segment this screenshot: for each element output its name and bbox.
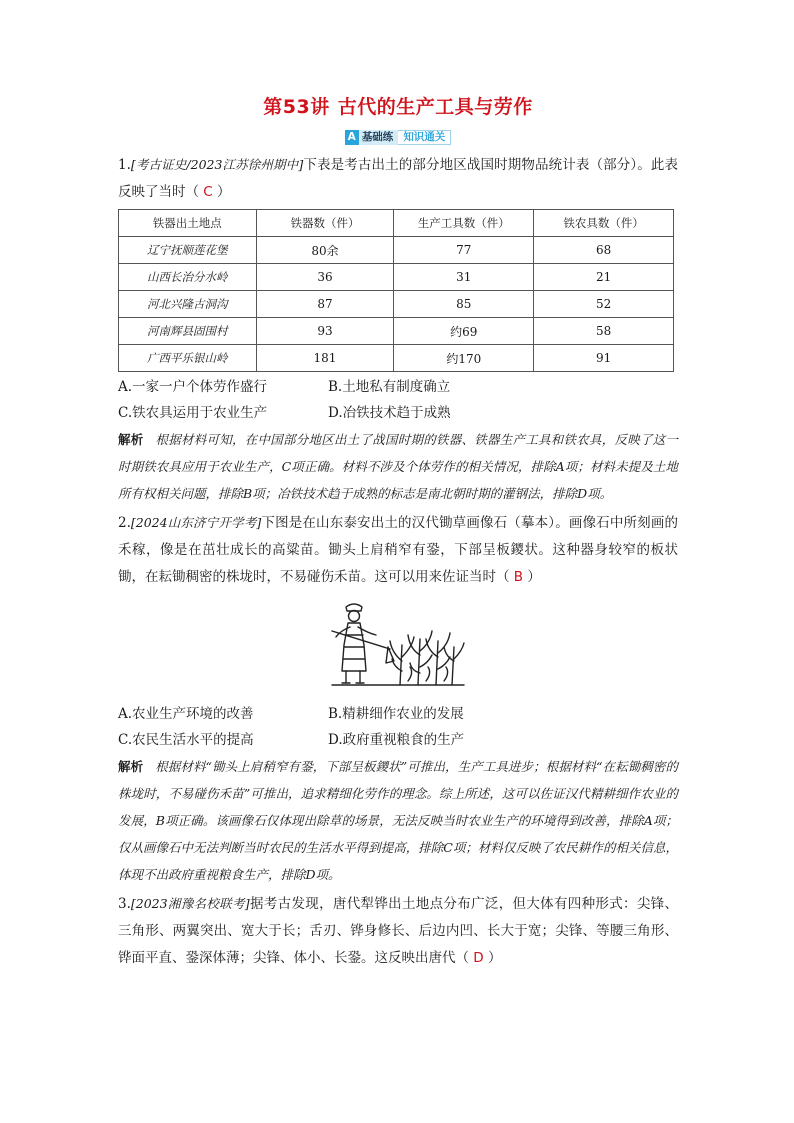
table-row: [119, 345, 674, 372]
table-header-cell: 铁农具数（件）: [534, 210, 674, 237]
farmer-hoeing-illustration: [328, 601, 468, 691]
question-1-stem: 1.[考古证史/2023江苏徐州期中]下表是考古出土的部分地区战国时期物品统计表（部分）。此表反映了当时（ C ）: [118, 157, 679, 200]
table-cell: 77: [394, 237, 534, 264]
option-d: D.冶铁技术趋于成熟: [328, 405, 451, 421]
table-cell: 52: [534, 291, 674, 318]
option-d: D.政府重视粮食的生产: [328, 732, 465, 748]
option-a: A.一家一户个体劳作盛行: [118, 379, 268, 395]
lecture-name: 古代的生产工具与劳作: [337, 96, 533, 118]
question-1-answer: C: [203, 184, 213, 200]
table-row: [119, 264, 674, 291]
table-header-cell: 铁器出土地点: [119, 210, 257, 237]
explanation-label: 解析: [118, 432, 144, 447]
badge-letter: A: [345, 130, 359, 145]
iron-artifacts-table: [118, 209, 674, 372]
question-2-explanation: 解析 根据材料“锄头上肩稍窄有銎，下部呈板鑁状”可推出，生产工具进步；根据材料“在耘锄稠密的株垅时，不易碰伤禾苗”可推出，追求精细化劳作的理念。综上所述，这可以佐证汉代精耕细作农业的发展，B项正确。该画像石仅体现出除草的场景，无法反映当时农业生产的环境得到改善，排除A项；仅从画像石中无法判断当时农民的生活水平得到提高，排除C项；材料仅反映了农民耕作的相关信息，体现不出政府重视粮食生产，排除D项。: [118, 759, 678, 882]
table-cell: 87: [256, 291, 394, 318]
table-header-cell: 生产工具数（件）: [394, 210, 534, 237]
table-cell: 约170: [394, 345, 534, 372]
option-c: C.农民生活水平的提高: [118, 732, 254, 748]
table-cell: 85: [394, 291, 534, 318]
table-row: [119, 291, 674, 318]
question-1-options-row-1: [118, 374, 678, 400]
question-2: [118, 509, 678, 888]
table-cell: 约69: [394, 318, 534, 345]
page-title: [118, 92, 678, 119]
table-cell: 93: [256, 318, 394, 345]
worksheet-page: [118, 92, 678, 972]
question-3-stem: 3.[2023湘豫名校联考]据考古发现，唐代犁铧出土地点分布广泛，但大体有四种形式：尖锋、三角形、两翼突出、宽大于长；舌刃、铧身修长、后边内凹、长大于宽；尖锋、等腰三角形、铧面平直、銎深体薄；尖锋、体小、长銎。这反映出唐代（ D ）: [118, 896, 679, 966]
lecture-number: 第53讲: [263, 96, 330, 118]
option-b: B.土地私有制度确立: [328, 379, 451, 395]
question-1-options-row-2: [118, 400, 678, 426]
question-3-answer: D: [473, 950, 484, 966]
table-cell: 68: [534, 237, 674, 264]
table-cell: 31: [394, 264, 534, 291]
table-cell: 辽宁抚顺莲花堡: [119, 237, 257, 264]
question-1-explanation: 解析 根据材料可知，在中国部分地区出土了战国时期的铁器、铁器生产工具和铁农具，反映了这一时期铁农具应用于农业生产，C项正确。材料不涉及个体劳作的相关情况，排除A项；材料未提及土地所有权相关问题，排除B项；冶铁技术趋于成熟的标志是南北朝时期的灌钢法，排除D项。: [118, 432, 678, 501]
table-row: [119, 237, 674, 264]
table-cell: 广西平乐银山岭: [119, 345, 257, 372]
question-2-options-row-2: [118, 727, 678, 753]
section-badge-row: [118, 127, 678, 145]
table-cell: 河北兴隆古洞沟: [119, 291, 257, 318]
option-b: B.精耕细作农业的发展: [328, 706, 464, 722]
question-2-answer: B: [513, 569, 524, 585]
option-a: A.农业生产环境的改善: [118, 706, 254, 722]
table-cell: 91: [534, 345, 674, 372]
explanation-label: 解析: [118, 759, 144, 774]
table-cell: 58: [534, 318, 674, 345]
section-badge: [345, 130, 452, 145]
question-1: [118, 151, 678, 507]
table-cell: 181: [256, 345, 394, 372]
table-cell: 河南辉县固围村: [119, 318, 257, 345]
table-cell: 21: [534, 264, 674, 291]
option-c: C.铁农具运用于农业生产: [118, 405, 268, 421]
hoeing-stone-relief-image: [118, 601, 678, 693]
table-cell: 36: [256, 264, 394, 291]
table-cell: 80余: [256, 237, 394, 264]
table-header-row: [119, 210, 674, 237]
question-3-source: [2023湘豫名校联考]: [130, 896, 250, 911]
question-2-options-row-1: [118, 701, 678, 727]
table-cell: 山西长治分水岭: [119, 264, 257, 291]
table-header-cell: 铁器数（件）: [256, 210, 394, 237]
question-2-stem: 2.[2024山东济宁开学考]下图是在山东泰安出土的汉代锄草画像石（摹本）。画像石中所刻画的禾稼，像是在茁壮成长的高粱苗。锄头上肩稍窄有銎，下部呈板鑁状。这种器身较窄的板状锄，在耘锄稠密的株垅时，不易碰伤禾苗。这可以用来佐证当时（ B ）: [118, 515, 678, 585]
table-row: [119, 318, 674, 345]
question-2-source: [2024山东济宁开学考]: [130, 515, 262, 530]
badge-left-label: 基础练: [359, 130, 399, 145]
badge-right-label: 知识通关: [398, 130, 451, 145]
question-3: [118, 890, 678, 972]
question-1-source: [考古证史/2023江苏徐州期中]: [130, 157, 304, 172]
